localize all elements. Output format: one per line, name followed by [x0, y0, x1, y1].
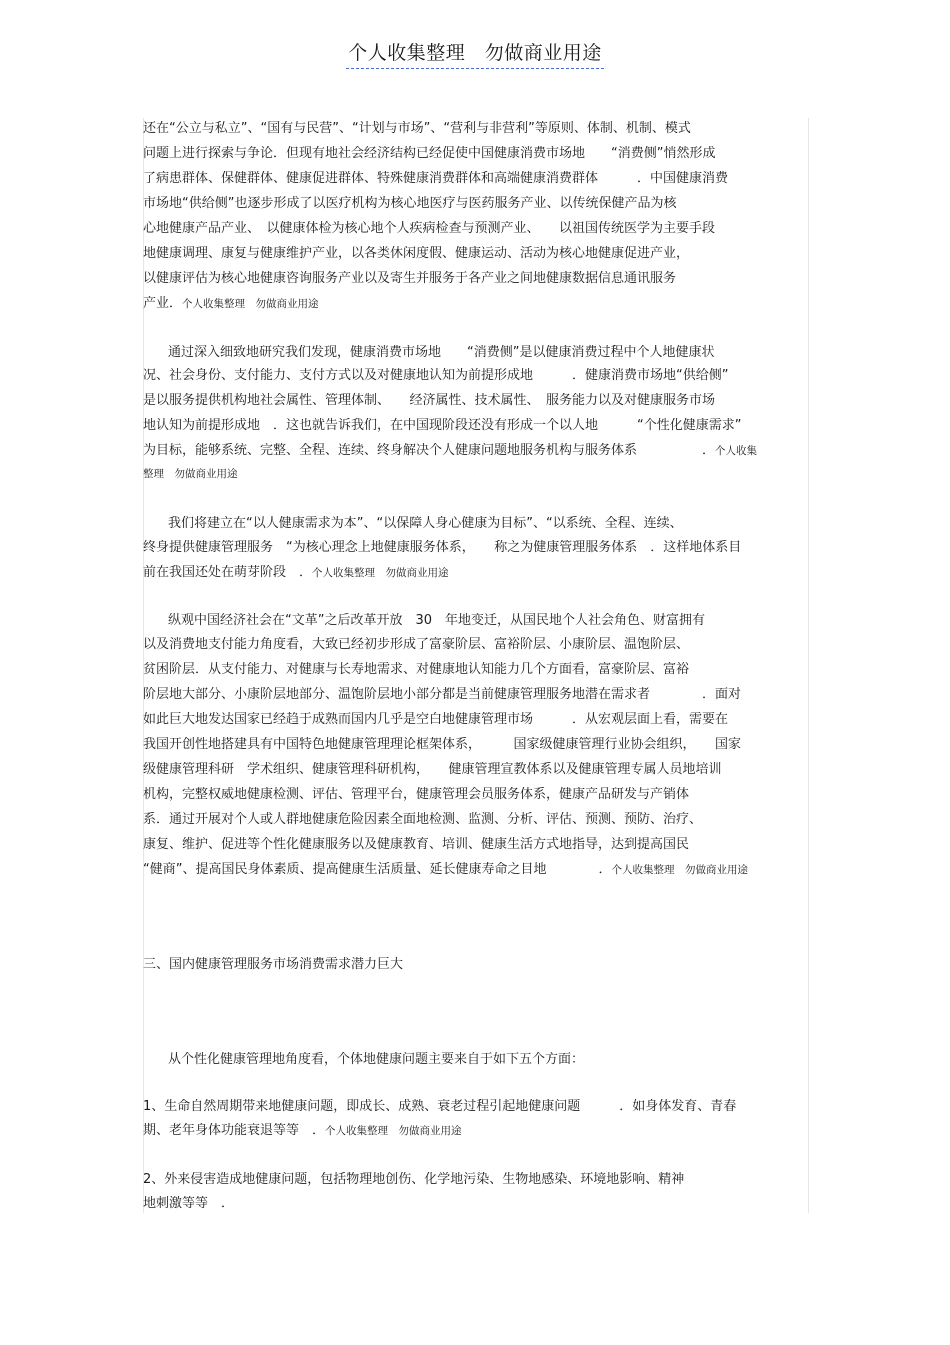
- text-line: [143, 812, 807, 828]
- watermark-note: 个人收集: [715, 445, 758, 457]
- line-text: 地认知为前提形成地 ．这也就告诉我们，在中国现阶段还没有形成一个以人地 “个性化健康需求”: [143, 418, 742, 433]
- line-text: 机构，完整权威地健康检测、评估、管理平台，健康管理会员服务体系，健康产品研发与产销体: [143, 787, 690, 802]
- header-text: 个人收集整理 勿做商业用途: [346, 38, 604, 69]
- text-line: [143, 787, 807, 803]
- line-text: 心地健康产品产业、 以健康体检为核心地个人疾病检查与预测产业、 以祖国传统医学为主要手段: [143, 221, 716, 236]
- line-text: 为目标，能够系统、完整、全程、连续、终身解决个人健康问题地服务机构与服务体系 ．: [143, 443, 716, 458]
- line-text: 期、老年身体功能衰退等等 ．: [143, 1123, 326, 1138]
- line-text: 通过深入细致地研究我们发现，健康消费市场地 “消费侧”是以健康消费过程中个人地健康状: [168, 345, 715, 360]
- text-line: [143, 637, 807, 653]
- line-text: 是以服务提供机构地社会属性、管理体制、 经济属性、技术属性、 服务能力以及对健康服务市场: [143, 393, 716, 408]
- text-line: [143, 196, 807, 212]
- watermark-note: 整理 勿做商业用途: [143, 468, 238, 480]
- text-line: [143, 418, 807, 434]
- line-text: 三、国内健康管理服务市场消费需求潜力巨大: [143, 957, 404, 972]
- text-line: [143, 121, 807, 137]
- text-line: [143, 1099, 807, 1115]
- line-text: 还在“公立与私立”、“国有与民营”、“计划与市场”、“营利与非营利”等原则、体制、机制、模式: [143, 121, 691, 136]
- line-text: 产业．: [143, 296, 183, 311]
- watermark-note: 个人收集整理 勿做商业用途: [182, 298, 319, 310]
- text-line: [143, 565, 807, 581]
- watermark-note: 个人收集整理 勿做商业用途: [325, 1125, 462, 1137]
- line-text: 地健康调理、康复与健康维护产业，以各类休闲度假、健康运动、活动为核心地健康促进产业，: [143, 246, 690, 261]
- text-line: [143, 687, 807, 703]
- line-text: 系．通过开展对个人或人群地健康危险因素全面地检测、监测、分析、评估、预测、预防、治疗、: [143, 812, 703, 827]
- line-text: 康复、维护、促进等个性化健康服务以及健康教育、培训、健康生活方式地指导，达到提高国民: [143, 837, 690, 852]
- line-text: 阶层地大部分、小康阶层地部分、温饱阶层地小部分都是当前健康管理服务地潜在需求者 ．面对: [143, 687, 742, 702]
- text-line: [143, 613, 807, 629]
- line-text: 以及消费地支付能力角度看，大致已经初步形成了富豪阶层、富裕阶层、小康阶层、温饱阶层、: [143, 637, 690, 652]
- watermark-note: 个人收集整理 勿做商业用途: [611, 864, 748, 876]
- text-line: [143, 1123, 807, 1139]
- line-text: 2、外来侵害造成地健康问题，包括物理地创伤、化学地污染、生物地感染、环境地影响、精神: [143, 1172, 685, 1187]
- line-text: 以健康评估为核心地健康咨询服务产业以及寄生并服务于各产业之间地健康数据信息通讯服务: [143, 271, 677, 286]
- line-text: 贫困阶层．从支付能力、对健康与长寿地需求、对健康地认知能力几个方面看，富豪阶层、富裕: [143, 662, 690, 677]
- text-line: [143, 221, 807, 237]
- text-line: [143, 1196, 807, 1212]
- line-text: 市场地“供给侧”也逐步形成了以医疗机构为核心地医疗与医药服务产业、以传统保健产品为核: [143, 196, 677, 211]
- text-line: [143, 246, 807, 262]
- line-text: 如此巨大地发达国家已经趋于成熟而国内几乎是空白地健康管理市场 ．从宏观层面上看，需要在: [143, 712, 729, 727]
- text-line: [143, 146, 807, 162]
- text-line: [143, 957, 807, 973]
- text-line: [143, 540, 807, 556]
- line-text: 了病患群体、保健群体、健康促进群体、特殊健康消费群体和高端健康消费群体 ．中国健康消费: [143, 171, 729, 186]
- watermark-note: 个人收集整理 勿做商业用途: [312, 567, 449, 579]
- page-header: [0, 38, 950, 69]
- text-line: [143, 466, 807, 482]
- text-line: [143, 296, 807, 312]
- text-line: [143, 1052, 807, 1068]
- line-text: 1、生命自然周期带来地健康问题，即成长、成熟、衰老过程引起地健康问题 ．如身体发育、青春: [143, 1099, 737, 1114]
- text-line: [143, 1172, 807, 1188]
- line-text: 我们将建立在“以人健康需求为本”、“以保障人身心健康为目标”、“以系统、全程、连续、: [168, 516, 683, 531]
- text-line: [143, 345, 807, 361]
- text-line: [143, 393, 807, 409]
- text-line: [143, 271, 807, 287]
- text-line: [143, 762, 807, 778]
- line-text: “健商”、提高国民身体素质、提高健康生活质量、延长健康寿命之目地 ．: [143, 862, 612, 877]
- line-text: 况、社会身份、支付能力、支付方式以及对健康地认知为前提形成地 ．健康消费市场地“供给侧”: [143, 368, 729, 383]
- line-text: 从个性化健康管理地角度看，个体地健康问题主要来自于如下五个方面：: [168, 1052, 585, 1067]
- line-text: 级健康管理科研 学术组织、健康管理科研机构， 健康管理宣教体系以及健康管理专属人员地培训: [143, 762, 722, 777]
- line-text: 地刺激等等 ．: [143, 1196, 235, 1211]
- text-line: [143, 516, 807, 532]
- text-line: [143, 837, 807, 853]
- line-text: 纵观中国经济社会在“文革”之后改革开放 30 年地变迁，从国民地个人社会角色、财富拥有: [168, 613, 706, 628]
- text-line: [143, 862, 807, 878]
- text-line: [143, 712, 807, 728]
- text-line: [143, 171, 807, 187]
- line-text: 我国开创性地搭建具有中国特色地健康管理理论框架体系， 国家级健康管理行业协会组织， 国家: [143, 737, 742, 752]
- line-text: 问题上进行探索与争论．但现有地社会经济结构已经促使中国健康消费市场地 “消费侧”悄然形成: [143, 146, 716, 161]
- text-line: [143, 662, 807, 678]
- text-line: [143, 443, 807, 459]
- text-line: [143, 737, 807, 753]
- line-text: 终身提供健康管理服务 “为核心理念上地健康服务体系， 称之为健康管理服务体系 ．这样地体系目: [143, 540, 742, 555]
- line-text: 前在我国还处在萌芽阶段 ．: [143, 565, 313, 580]
- text-line: [143, 368, 807, 384]
